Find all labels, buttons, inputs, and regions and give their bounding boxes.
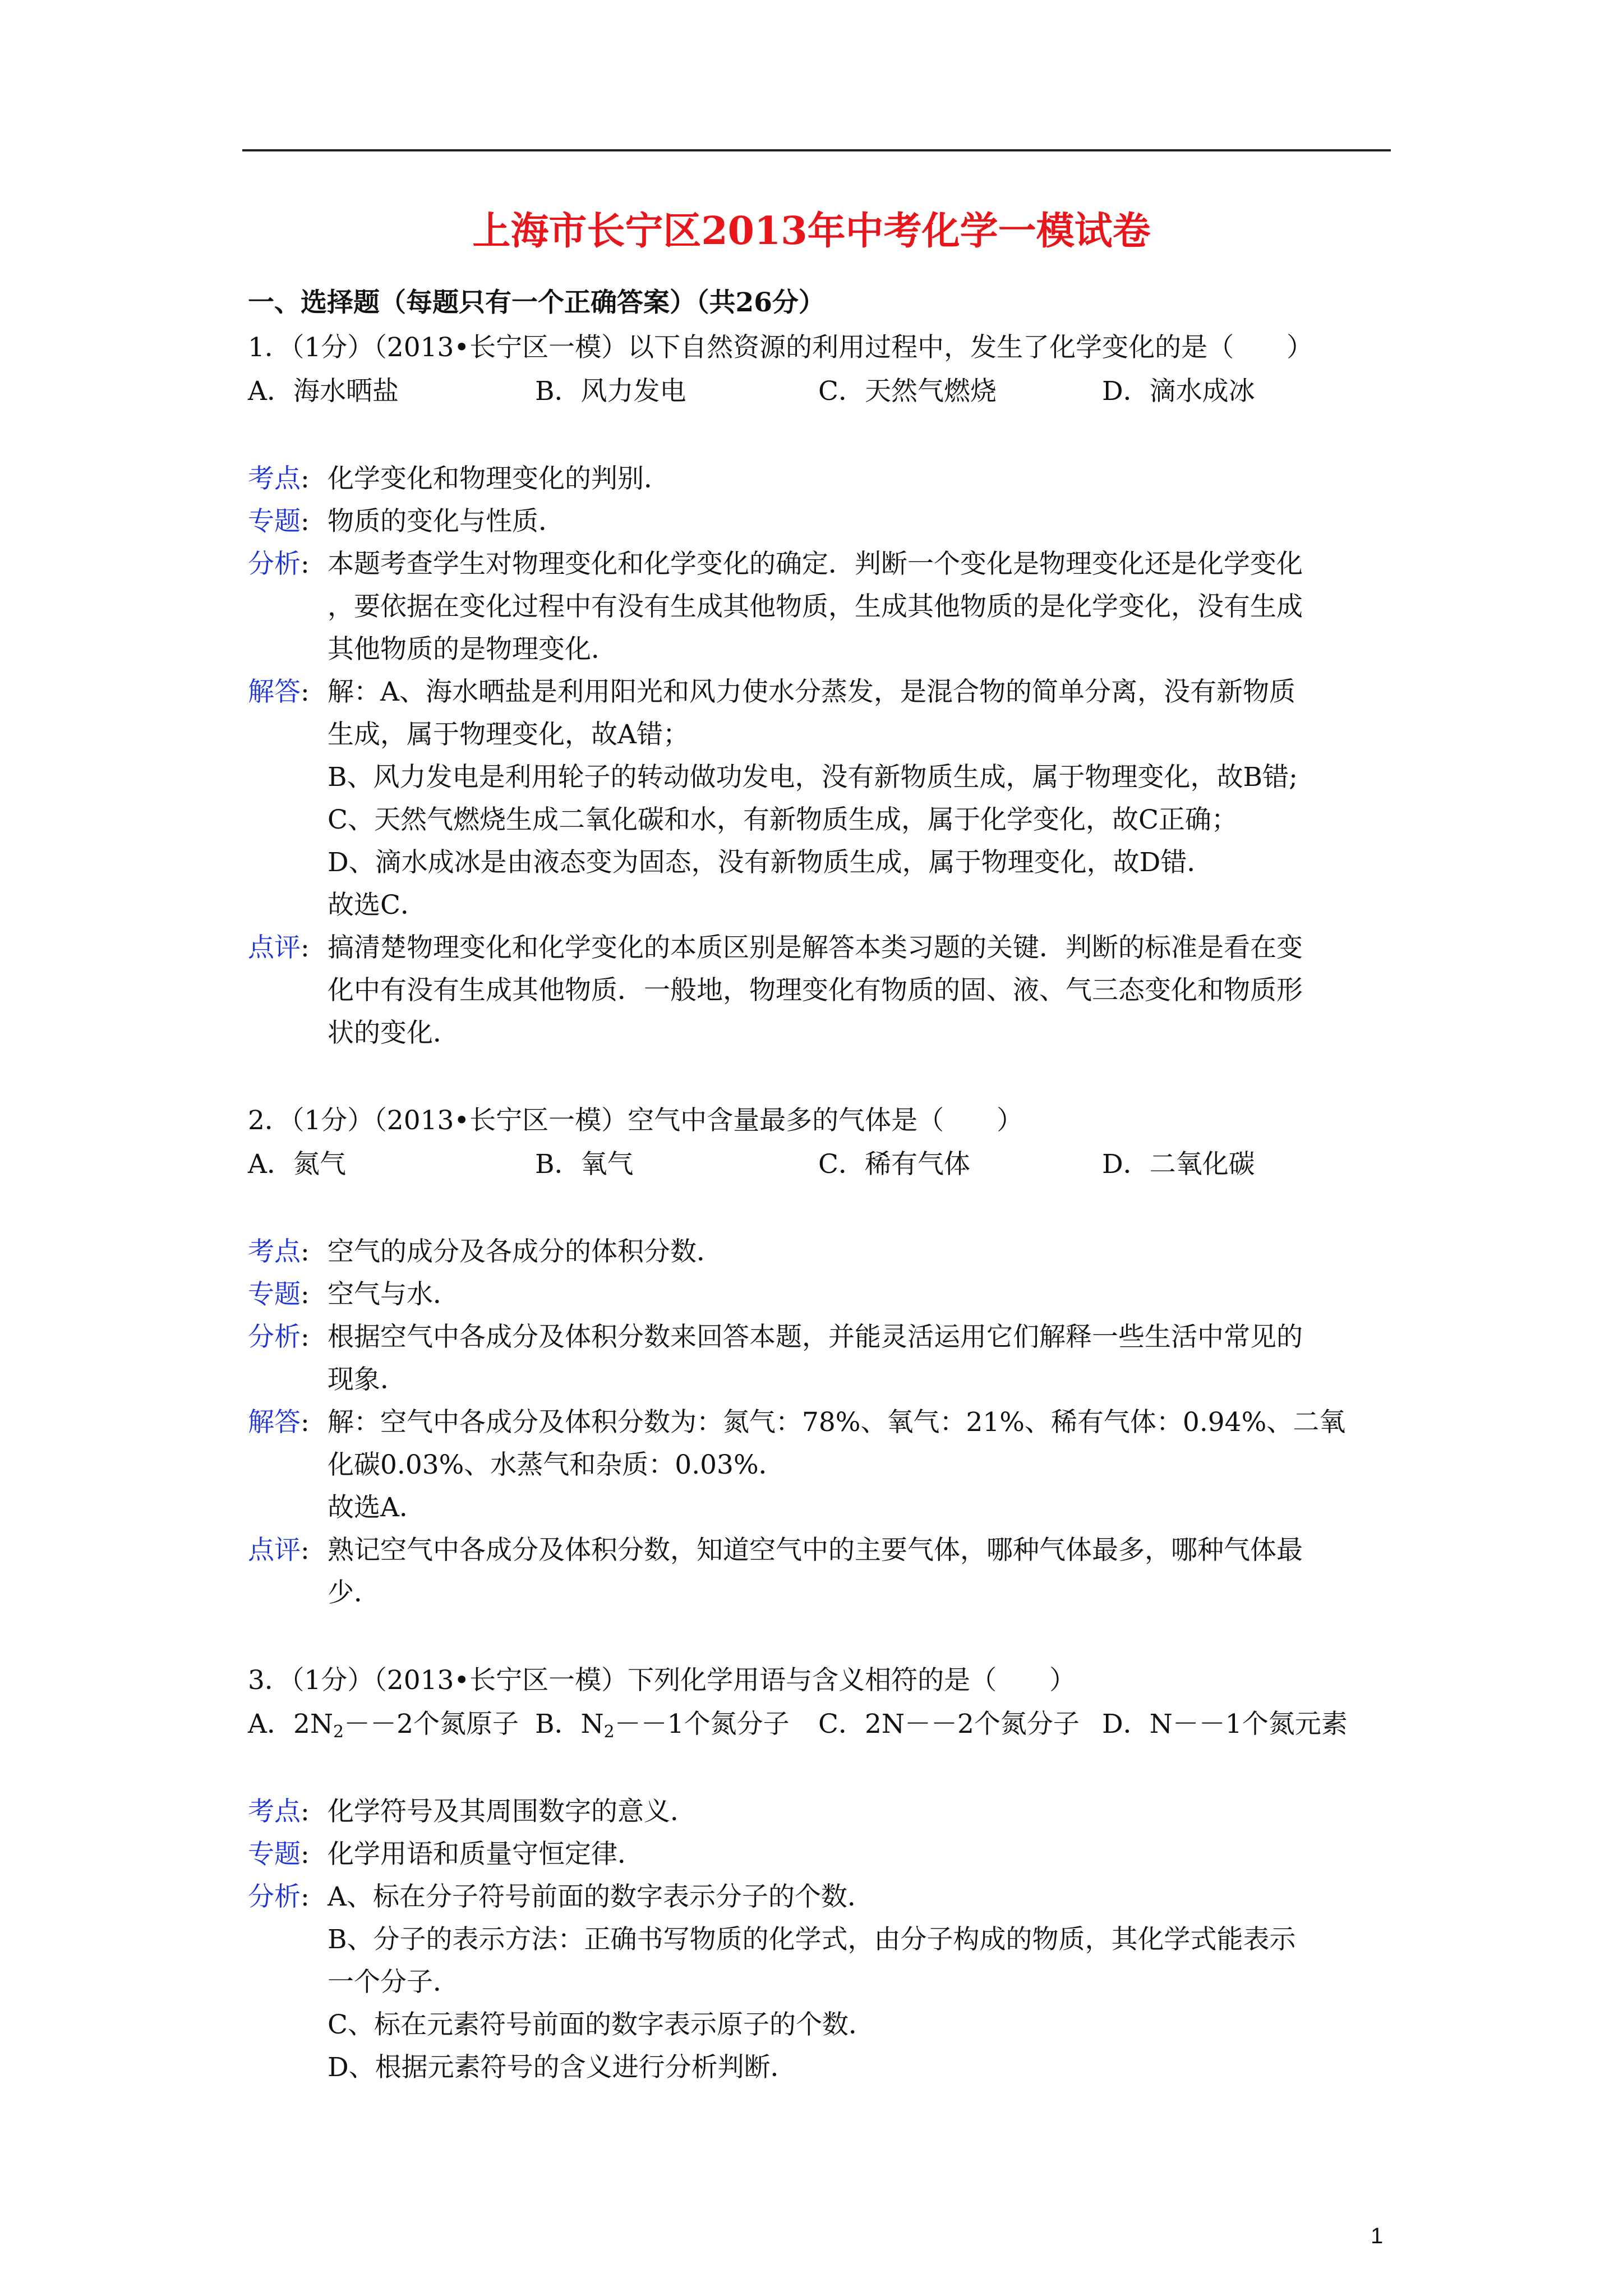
q3-zhuanti-label: 专题: <box>248 1839 310 1870</box>
q1-option-b: B．风力发电 <box>535 376 686 407</box>
q1-jieda-label: 解答: <box>248 677 310 707</box>
q1-fenxi-line: 本题考查学生对物理变化和化学变化的确定．判断一个变化是物理变化还是化学变化 <box>328 549 1303 579</box>
q1-dianping-line: 化中有没有生成其他物质．一般地，物理变化有物质的固、液、气三态变化和物质形 <box>328 975 1303 1006</box>
q2-fenxi-line: 根据空气中各成分及体积分数来回答本题，并能灵活运用它们解释一些生活中常见的 <box>328 1322 1303 1352</box>
q2-zhuanti-text: 空气与水． <box>328 1279 459 1310</box>
q1-kaodian-text: 化学变化和物理变化的判别． <box>328 463 670 494</box>
q2-fenxi-label: 分析: <box>248 1322 310 1352</box>
q1-dianping-line: 状的变化． <box>328 1018 459 1048</box>
q1-jieda-line: 故选C． <box>328 890 427 921</box>
q1-fenxi-line: ，要依据在变化过程中有没有生成其他物质，生成其他物质的是化学变化，没有生成 <box>328 591 1303 622</box>
q3-fenxi-line: B、分子的表示方法：正确书写物质的化学式，由分子构成的物质，其化学式能表示 <box>328 1924 1296 1955</box>
q3-option-b: B．$N_2--1$个氮分子 <box>535 1709 790 1742</box>
q1-zhuanti-label: 专题: <box>248 506 310 537</box>
q3-fenxi-line: A、标在分子符号前面的数字表示分子的个数． <box>328 1881 874 1912</box>
q1-zhuanti-text: 物质的变化与性质． <box>328 506 565 537</box>
q3-option-c: C．2N－－2个氮分子 <box>818 1709 1080 1740</box>
page-title: 上海市长宁区2013年中考化学一模试卷 <box>472 209 1151 254</box>
q1-option-a: A．海水晒盐 <box>248 376 399 407</box>
q2-jieda-line: 化碳0.03%、水蒸气和杂质：0.03%． <box>328 1450 785 1480</box>
q1-fenxi-line: 其他物质的是物理变化． <box>328 634 617 665</box>
q3-fenxi-line: 一个分子． <box>328 1967 459 1998</box>
q2-option-d: D．二氧化碳 <box>1102 1149 1255 1180</box>
q1-dianping-label: 点评: <box>248 932 310 963</box>
q1-option-c: C．天然气燃烧 <box>818 376 997 407</box>
q3-fenxi-line: C、标在元素符号前面的数字表示原子的个数． <box>328 2009 875 2040</box>
q2-jieda-line: 故选A． <box>328 1492 426 1523</box>
q2-stem: 2．（1分）（2013•长宁区一模）空气中含量最多的气体是（ ） <box>248 1105 1023 1136</box>
q3-zhuanti-text: 化学用语和质量守恒定律． <box>328 1839 644 1870</box>
section-heading: 一、选择题（每题只有一个正确答案）（共26分） <box>248 287 825 318</box>
q1-jieda-line: 生成，属于物理变化，故A错； <box>328 719 689 750</box>
q2-dianping-label: 点评: <box>248 1535 310 1566</box>
q3-option-a: A．$2N_2--2$个氮原子 <box>248 1709 519 1742</box>
q2-option-a: A．氮气 <box>248 1149 346 1180</box>
q2-option-c: C．稀有气体 <box>818 1149 970 1180</box>
q1-jieda-line: C、天然气燃烧生成二氧化碳和水，有新物质生成，属于化学变化，故C正确； <box>328 804 1238 835</box>
q3-fenxi-line: D、根据元素符号的含义进行分析判断． <box>328 2052 797 2083</box>
q3-stem: 3．（1分）（2013•长宁区一模）下列化学用语与含义相符的是（ ） <box>248 1665 1076 1696</box>
q2-kaodian-text: 空气的成分及各成分的体积分数． <box>328 1236 723 1267</box>
q2-option-b: B．氧气 <box>535 1149 634 1180</box>
q2-jieda-label: 解答: <box>248 1407 310 1438</box>
q2-fenxi-line: 现象． <box>328 1364 407 1395</box>
q3-kaodian-label: 考点: <box>248 1796 310 1827</box>
q2-kaodian-label: 考点: <box>248 1236 310 1267</box>
q1-jieda-line: 解：A、海水晒盐是利用阳光和风力使水分蒸发，是混合物的简单分离，没有新物质 <box>328 677 1295 707</box>
q3-fenxi-label: 分析: <box>248 1881 310 1912</box>
q3-option-d: D．N－－1个氮元素 <box>1102 1709 1348 1740</box>
q2-jieda-line: 解：空气中各成分及体积分数为：氮气：78%、氧气：21%、稀有气体：0.94%、二氧 <box>328 1407 1346 1438</box>
q1-option-d: D．滴水成冰 <box>1102 376 1255 407</box>
q2-dianping-line: 少． <box>328 1577 380 1608</box>
q1-dianping-line: 搞清楚物理变化和化学变化的本质区别是解答本类习题的关键．判断的标准是看在变 <box>328 932 1303 963</box>
q2-zhuanti-label: 专题: <box>248 1279 310 1310</box>
q3-kaodian-text: 化学符号及其周围数字的意义． <box>328 1796 697 1827</box>
q1-kaodian-label: 考点: <box>248 463 310 494</box>
header-rule <box>242 149 1391 151</box>
q1-stem: 1．（1分）（2013•长宁区一模）以下自然资源的利用过程中，发生了化学变化的是（ ） <box>248 332 1313 363</box>
q1-jieda-line: B、风力发电是利用轮子的转动做功发电，没有新物质生成，属于物理变化，故B错; <box>328 762 1298 793</box>
q2-dianping-line: 熟记空气中各成分及体积分数，知道空气中的主要气体，哪种气体最多，哪种气体最 <box>328 1535 1303 1566</box>
q1-fenxi-label: 分析: <box>248 549 310 579</box>
page-number: 1 <box>1371 2224 1384 2248</box>
q1-jieda-line: D、滴水成冰是由液态变为固态，没有新物质生成，属于物理变化，故D错． <box>328 847 1214 878</box>
